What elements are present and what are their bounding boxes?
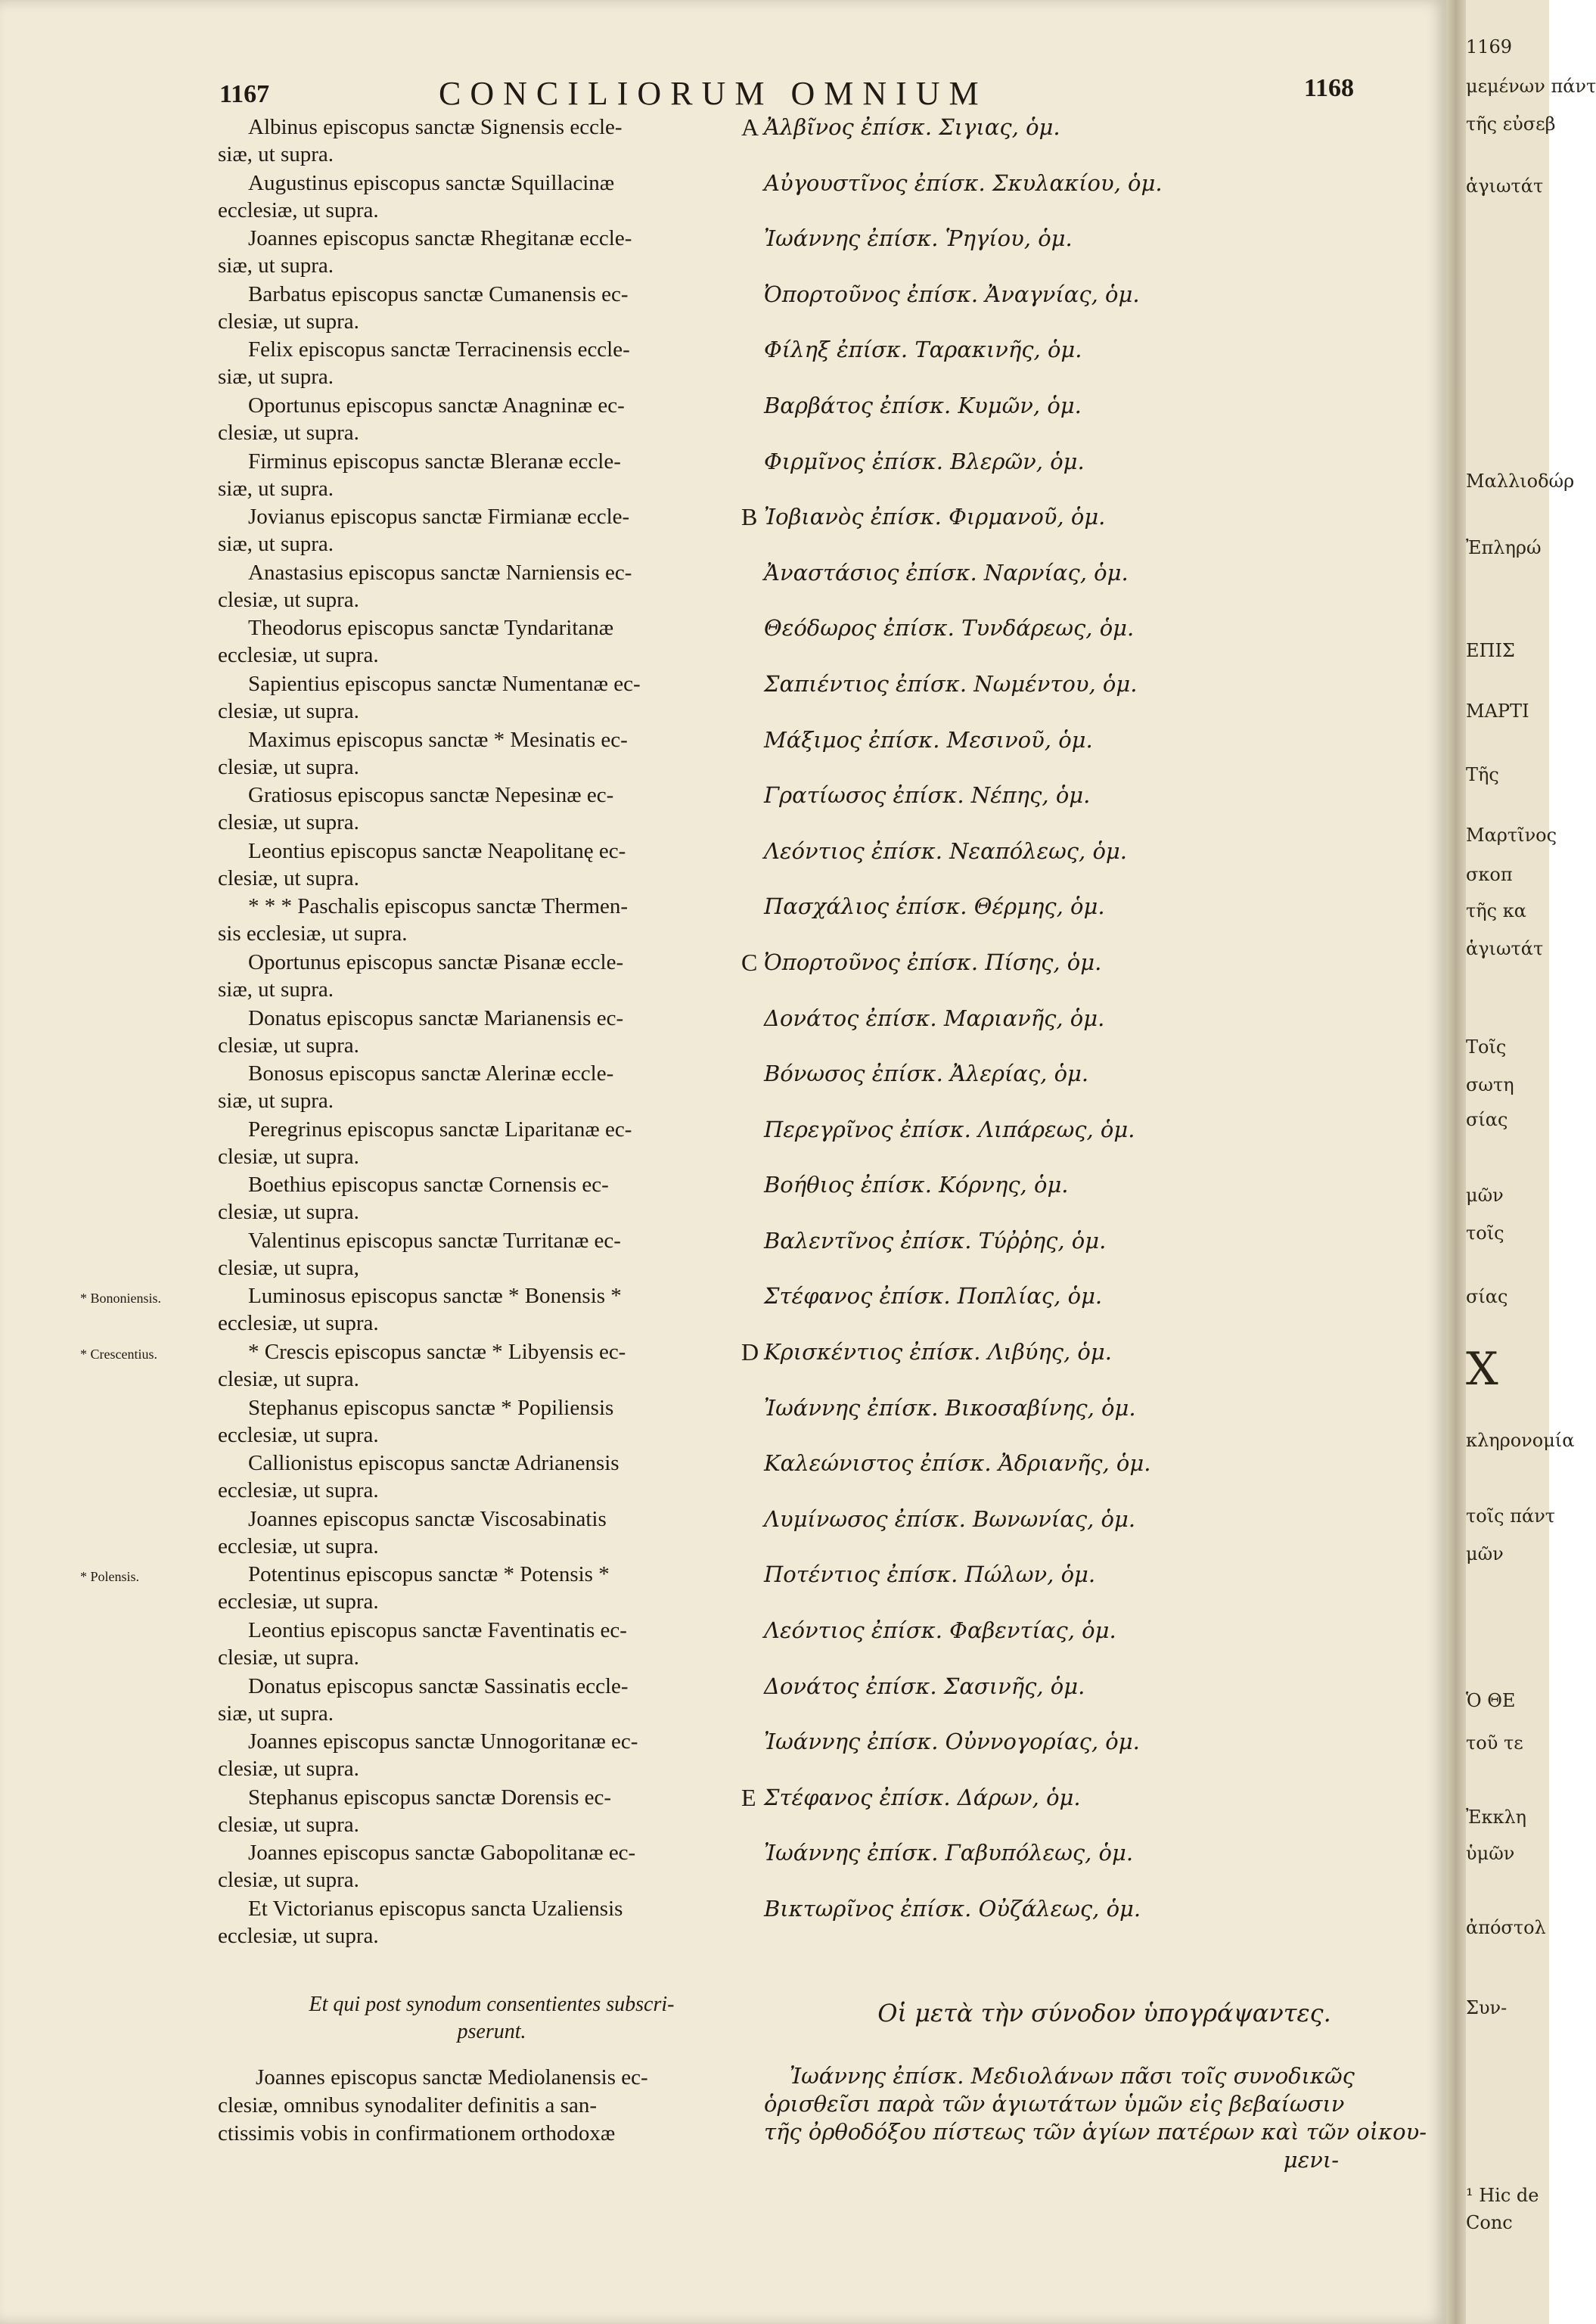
greek-subscription: Στέφανος ἐπίσκ. Δάρων, ὁμ. xyxy=(764,1784,1081,1810)
latin-line: clesiæ, ut supra. xyxy=(218,1757,359,1782)
latin-line: ecclesiæ, ut supra. xyxy=(218,1478,379,1503)
greek-subscription: Ἰωάννης ἐπίσκ. Γαβυπόλεως, ὁμ. xyxy=(764,1840,1134,1866)
adjacent-page-fragment: ΜΑΡΤΙ xyxy=(1466,701,1529,722)
latin-line: Peregrinus episcopus sanctæ Liparitanæ ec- xyxy=(248,1117,632,1142)
greek-subscription: Ἀλβῖνος ἐπίσκ. Σιγιας, ὁμ. xyxy=(764,114,1060,140)
subscription-entry xyxy=(0,169,1446,225)
latin-line: Jovianus episcopus sanctæ Firmianæ eccle- xyxy=(248,505,630,530)
latin-subscription xyxy=(218,1728,755,1782)
subscription-entry xyxy=(0,670,1446,726)
greek-subscription: Δονάτος ἐπίσκ. Σασινῆς, ὁμ. xyxy=(764,1673,1085,1699)
greek-subscription: Ἰοβιανὸς ἐπίσκ. Φιρμανοῦ, ὁμ. xyxy=(764,504,1106,530)
latin-line: Joannes episcopus sanctæ Mediolanensis ec- xyxy=(256,2065,648,2089)
greek-subscription: Φιρμῖνος ἐπίσκ. Βλερῶν, ὁμ. xyxy=(764,448,1085,474)
latin-subscription xyxy=(218,837,755,892)
greek-subscription: Θεόδωρος ἐπίσκ. Τυνδάρεως, ὁμ. xyxy=(764,615,1135,642)
latin-line: ecclesiæ, ut supra. xyxy=(218,1533,379,1558)
greek-subscription: Ἀναστάσιος ἐπίσκ. Ναρνίας, ὁμ. xyxy=(764,559,1129,586)
greek-subscription: Ἰωάννης ἐπίσκ. Βικοσαβίνης, ὁμ. xyxy=(764,1394,1136,1421)
greek-subscription: Βοήθιος ἐπίσκ. Κόρνης, ὁμ. xyxy=(764,1172,1069,1198)
adjacent-page-fragment: ¹ Hic de xyxy=(1466,2185,1539,2206)
page-number-left: 1167 xyxy=(219,80,270,108)
latin-subscription xyxy=(218,225,755,279)
adjacent-page-fragment: Conc xyxy=(1466,2212,1513,2233)
latin-line: Callionistus episcopus sanctæ Adrianensis xyxy=(248,1451,619,1476)
adjacent-page-fragment: σκοπ xyxy=(1466,864,1513,885)
greek-subscription: Αὐγουστῖνος ἐπίσκ. Σκυλακίου, ὁμ. xyxy=(764,169,1163,196)
latin-line: Joannes episcopus sanctæ Unnogoritanæ ec- xyxy=(248,1729,638,1754)
section-letter: B xyxy=(741,503,758,531)
latin-subscription xyxy=(218,1505,755,1560)
greek-subscription: Πασχάλιος ἐπίσκ. Θέρμης, ὁμ. xyxy=(764,893,1105,920)
greek-subscription: Ἰωάννης ἐπίσκ. Οὐννογορίας, ὁμ. xyxy=(764,1729,1140,1755)
greek-subheading: Οἱ μετὰ τὴν σύνοδον ὑπογράψαντες. xyxy=(877,1999,1331,2027)
adjacent-page-fragment: σωτη xyxy=(1466,1074,1514,1095)
latin-line: ctissimis vobis in confirmationem orthodoxæ xyxy=(218,2121,616,2145)
latin-subscription xyxy=(218,448,755,502)
latin-line: clesiæ, ut supra. xyxy=(218,1812,359,1837)
latin-line: Gratiosus episcopus sanctæ Nepesinæ ec- xyxy=(248,783,614,808)
adjacent-page-fragment: Συν- xyxy=(1466,1997,1508,2018)
greek-subscription: Ἰωάννης ἐπίσκ. Ῥηγίου, ὁμ. xyxy=(764,225,1073,252)
latin-subscription xyxy=(218,1227,755,1282)
subscription-entry xyxy=(0,1116,1446,1172)
greek-subscription: Δονάτος ἐπίσκ. Μαριανῆς, ὁμ. xyxy=(764,1005,1105,1031)
subscription-entry xyxy=(0,392,1446,448)
latin-line: Theodorus episcopus sanctæ Tyndaritanæ xyxy=(248,616,614,641)
greek-subscription: Γρατίωσος ἐπίσκ. Νέπης, ὁμ. xyxy=(764,782,1091,809)
greek-subscription: Ποτέντιος ἐπίσκ. Πώλων, ὁμ. xyxy=(764,1561,1096,1588)
latin-line: Anastasius episcopus sanctæ Narniensis ec- xyxy=(248,560,632,585)
latin-line: clesiæ, ut supra. xyxy=(218,810,359,835)
latin-line: ecclesiæ, ut supra. xyxy=(218,1311,379,1336)
latin-subscription xyxy=(218,1839,755,1894)
margin-note: * Crescentius. xyxy=(80,1347,157,1362)
latin-subscription xyxy=(218,1005,755,1059)
latin-subscription xyxy=(218,1394,755,1449)
latin-line: Stephanus episcopus sanctæ * Popiliensis xyxy=(248,1395,614,1420)
latin-line: Joannes episcopus sanctæ Gabopolitanæ ec- xyxy=(248,1841,636,1866)
latin-line: Oportunus episcopus sanctæ Pisanæ eccle- xyxy=(248,949,624,974)
latin-subscription xyxy=(218,1673,755,1727)
latin-line: ecclesiæ, ut supra. xyxy=(218,1589,379,1614)
latin-line: Valentinus episcopus sanctæ Turritanæ ec- xyxy=(248,1228,621,1253)
subscription-entry xyxy=(0,281,1446,337)
subscription-entry xyxy=(0,1227,1446,1283)
greek-subscription: Βαρβάτος ἐπίσκ. Κυμῶν, ὁμ. xyxy=(764,392,1082,418)
greek-subscription: Λεόντιος ἐπίσκ. Φαβεντίας, ὁμ. xyxy=(764,1617,1116,1644)
adjacent-page-fragment: τῆς κα xyxy=(1466,900,1526,921)
adjacent-page-fragment: ἁγιωτάτ xyxy=(1466,938,1544,959)
adjacent-page-fragment: σίας xyxy=(1466,1109,1508,1130)
latin-line: Barbatus episcopus sanctæ Cumanensis ec- xyxy=(248,281,629,306)
adjacent-page-fragment: σίας xyxy=(1466,1286,1508,1307)
subscription-entry xyxy=(0,1839,1446,1895)
adjacent-page-fragment: Ἐπληρώ xyxy=(1466,537,1542,558)
adjacent-page-fragment: κληρονομία xyxy=(1466,1430,1575,1451)
latin-line: ecclesiæ, ut supra. xyxy=(218,1924,379,1948)
subscription-entry xyxy=(0,1505,1446,1561)
adjacent-page-fragment: 1169 xyxy=(1466,36,1513,57)
latin-line: clesiæ, ut supra, xyxy=(218,1255,359,1280)
latin-line: Joannes episcopus sanctæ Rhegitanæ eccle- xyxy=(248,226,632,251)
latin-subscription xyxy=(218,392,755,446)
latin-line: * Crescis episcopus sanctæ * Libyensis ec- xyxy=(248,1340,626,1365)
latin-line: Bonosus episcopus sanctæ Alerinæ eccle- xyxy=(248,1061,614,1086)
latin-line: Joannes episcopus sanctæ Viscosabinatis xyxy=(248,1506,607,1531)
subscription-entry xyxy=(0,614,1446,670)
subscription-entry xyxy=(0,225,1446,281)
latin-line: Sapientius episcopus sanctæ Numentanæ ec- xyxy=(248,671,641,696)
latin-line: Boethius episcopus sanctæ Cornensis ec- xyxy=(248,1173,609,1198)
greek-line: τῆς ὀρθοδόξου πίστεως τῶν ἁγίων πατέρων καὶ τῶν οἰκου- xyxy=(764,2119,1427,2145)
adjacent-page-fragment: ὑμῶν xyxy=(1466,1843,1515,1864)
latin-line: Donatus episcopus sanctæ Marianensis ec- xyxy=(248,1005,624,1030)
adjacent-page-fragment: τῆς εὐσεβ xyxy=(1466,113,1556,135)
latin-line: Albinus episcopus sanctæ Signensis eccle- xyxy=(248,115,623,139)
latin-subscription xyxy=(218,726,755,781)
page-number-right: 1168 xyxy=(1303,74,1354,102)
latin-line: Oportunus episcopus sanctæ Anagninæ ec- xyxy=(248,393,625,418)
latin-subscription xyxy=(218,1895,755,1950)
latin-line: Felix episcopus sanctæ Terracinensis eccle- xyxy=(248,337,630,362)
subscription-list xyxy=(0,113,1446,1951)
greek-subscription: Περεγρῖνος ἐπίσκ. Λιπάρεως, ὁμ. xyxy=(764,1116,1135,1142)
greek-subscription: Καλεώνιστος ἐπίσκ. Ἀδριανῆς, ὁμ. xyxy=(764,1450,1151,1477)
latin-line: siæ, ut supra. xyxy=(218,1089,334,1114)
subscription-entry xyxy=(0,448,1446,504)
latin-line: Leontius episcopus sanctæ Faventinatis ec- xyxy=(248,1618,627,1643)
subscription-entry xyxy=(0,559,1446,615)
subscription-entry xyxy=(0,1005,1446,1061)
subscription-entry xyxy=(0,893,1446,949)
latin-subheading xyxy=(250,1991,734,2046)
margin-note: * Polensis. xyxy=(80,1569,140,1585)
latin-subscription xyxy=(218,281,755,335)
greek-subscription: Λυμίνωσος ἐπίσκ. Βωνωνίας, ὁμ. xyxy=(764,1505,1136,1532)
greek-subscription: Κρισκέντιος ἐπίσκ. Λιβύης, ὁμ. xyxy=(764,1339,1112,1366)
latin-line: Maximus episcopus sanctæ * Mesinatis ec- xyxy=(248,727,628,752)
subscription-entry xyxy=(0,1728,1446,1784)
greek-subscription: Βικτωρῖνος ἐπίσκ. Οὐζάλεως, ὁμ. xyxy=(764,1896,1141,1922)
latin-subscription xyxy=(218,1060,755,1114)
latin-subscription xyxy=(218,1449,755,1504)
subscription-entry xyxy=(0,949,1446,1005)
subscription-entry xyxy=(0,1338,1446,1394)
subscription-entry xyxy=(0,113,1446,169)
running-title: CONCILIORUM OMNIUM xyxy=(439,75,988,112)
latin-line: clesiæ, ut supra. xyxy=(218,865,359,890)
latin-subscription xyxy=(218,1561,755,1615)
subscription-entry xyxy=(0,837,1446,893)
latin-subheading-line: pserunt. xyxy=(457,2020,526,2043)
adjacent-page-fragment: ἀπόστολ xyxy=(1466,1917,1546,1938)
subscription-entry xyxy=(0,1561,1446,1617)
greek-subscription: Ὀπορτοῦνος ἐπίσκ. Πίσης, ὁμ. xyxy=(764,949,1102,975)
latin-line: ecclesiæ, ut supra. xyxy=(218,643,379,668)
greek-line: Ἰωάννης ἐπίσκ. Μεδιολάνων πᾶσι τοῖς συνοδικῶς xyxy=(790,2063,1355,2089)
subscription-entry xyxy=(0,1282,1446,1338)
latin-line: clesiæ, ut supra. xyxy=(218,754,359,779)
latin-subscription xyxy=(218,113,755,168)
section-letter: D xyxy=(741,1338,759,1366)
latin-subscription xyxy=(218,948,758,1003)
greek-subscription: Βόνωσος ἐπίσκ. Ἀλερίας, ὁμ. xyxy=(764,1061,1089,1087)
adjacent-page-fragment: τοῖς xyxy=(1466,1223,1504,1244)
greek-subscription: Βαλεντῖνος ἐπίσκ. Τύῤῥης, ὁμ. xyxy=(764,1227,1107,1254)
adjacent-page-edge xyxy=(1466,0,1596,2324)
subscription-entry xyxy=(0,1394,1446,1450)
adjacent-page-fragment: ΕΠΙΣ xyxy=(1466,640,1515,661)
latin-line: Potentinus episcopus sanctæ * Potensis * xyxy=(248,1562,610,1587)
latin-line: siæ, ut supra. xyxy=(218,253,334,278)
latin-line: clesiæ, ut supra. xyxy=(218,1868,359,1893)
subscription-entry xyxy=(0,503,1446,559)
latin-line: siæ, ut supra. xyxy=(218,977,334,1002)
latin-subscription xyxy=(218,559,755,614)
latin-subscription xyxy=(218,1171,755,1226)
latin-line: * * * Paschalis episcopus sanctæ Thermen- xyxy=(248,894,629,919)
greek-line: ὁρισθεῖσι παρὰ τῶν ἁγιωτάτων ὑμῶν εἰς βεβαίωσιν xyxy=(764,2091,1345,2117)
latin-line: clesiæ, ut supra. xyxy=(218,1200,359,1225)
adjacent-page-fragment: Μαρτῖνος xyxy=(1466,825,1557,846)
latin-line: clesiæ, ut supra. xyxy=(218,420,359,445)
latin-line: siæ, ut supra. xyxy=(218,1701,334,1726)
adjacent-page-fragment: τοῦ τε xyxy=(1466,1732,1523,1754)
subscription-entry xyxy=(0,726,1446,782)
section-letter: E xyxy=(741,1783,756,1811)
book-gutter xyxy=(1446,0,1466,2324)
latin-subscription xyxy=(218,169,755,224)
final-latin-entry xyxy=(218,2064,755,2148)
subscription-entry xyxy=(0,1673,1446,1729)
latin-line: clesiæ, ut supra. xyxy=(218,1144,359,1169)
subscription-entry xyxy=(0,1895,1446,1951)
subscription-entry xyxy=(0,781,1446,837)
latin-subscription xyxy=(218,503,758,558)
adjacent-page-fragment: μεμένων πάντ xyxy=(1466,76,1596,97)
latin-subscription xyxy=(218,670,755,725)
section-letter: C xyxy=(741,948,758,976)
latin-line: clesiæ, ut supra. xyxy=(218,309,359,334)
greek-subscription: Μάξιμος ἐπίσκ. Μεσινοῦ, ὁμ. xyxy=(764,726,1093,753)
latin-line: ecclesiæ, ut supra. xyxy=(218,197,379,222)
greek-subscription: Λεόντιος ἐπίσκ. Νεαπόλεως, ὁμ. xyxy=(764,837,1128,864)
latin-line: clesiæ, ut supra. xyxy=(218,1033,359,1058)
latin-subscription xyxy=(218,1617,755,1671)
latin-line: clesiæ, ut supra. xyxy=(218,587,359,612)
latin-line: clesiæ, ut supra. xyxy=(218,698,359,723)
subscription-entry xyxy=(0,1060,1446,1116)
latin-line: clesiæ, ut supra. xyxy=(218,1645,359,1670)
latin-line: Donatus episcopus sanctæ Sassinatis eccle- xyxy=(248,1673,629,1698)
subscription-entry xyxy=(0,336,1446,392)
latin-line: Luminosus episcopus sanctæ * Bonensis * xyxy=(248,1284,622,1309)
adjacent-page-fragment: τοῖς πάντ xyxy=(1466,1505,1556,1527)
latin-line: Et Victorianus episcopus sancta Uzaliensis xyxy=(248,1897,623,1921)
subscription-entry xyxy=(0,1617,1446,1673)
greek-subscription: Σαπιέντιος ἐπίσκ. Νωμέντου, ὁμ. xyxy=(764,670,1138,697)
adjacent-page-fragment: Χ xyxy=(1466,1343,1498,1396)
latin-subscription xyxy=(218,1338,755,1393)
latin-subscription xyxy=(218,781,755,836)
latin-line: Firminus episcopus sanctæ Bleranæ eccle- xyxy=(248,449,621,474)
latin-line: Leontius episcopus sanctæ Neapolitanę ec- xyxy=(248,838,626,863)
latin-subscription xyxy=(218,1116,755,1170)
latin-line: Augustinus episcopus sanctæ Squillacinæ xyxy=(248,170,615,195)
latin-line: Stephanus episcopus sanctæ Dorensis ec- xyxy=(248,1785,612,1810)
subscription-entry xyxy=(0,1449,1446,1505)
adjacent-page-fragment: Τοῖς xyxy=(1466,1036,1507,1058)
greek-subscription: Ὀπορτοῦνος ἐπίσκ. Ἀναγνίας, ὁμ. xyxy=(764,281,1140,307)
latin-line: clesiæ, omnibus synodaliter definitis a san- xyxy=(218,2093,597,2117)
latin-line: sis ecclesiæ, ut supra. xyxy=(218,921,408,946)
subscription-entry xyxy=(0,1784,1446,1840)
latin-line: ecclesiæ, ut supra. xyxy=(218,1422,379,1447)
adjacent-page-fragment: Ἐκκλη xyxy=(1466,1807,1527,1828)
adjacent-page-fragment: μῶν xyxy=(1466,1543,1504,1564)
latin-line: siæ, ut supra. xyxy=(218,532,334,557)
latin-line: siæ, ut supra. xyxy=(218,365,334,390)
latin-subscription xyxy=(218,614,755,669)
subscription-entry xyxy=(0,1171,1446,1227)
adjacent-page-fragment: Ὁ ΘΕ xyxy=(1466,1690,1516,1711)
latin-subscription xyxy=(218,1282,755,1337)
latin-subscription xyxy=(218,336,755,390)
greek-subscription: Φίληξ ἐπίσκ. Ταρακινῆς, ὁμ. xyxy=(764,337,1082,363)
adjacent-page-fragment: μῶν xyxy=(1466,1185,1504,1206)
latin-line: clesiæ, ut supra. xyxy=(218,1367,359,1392)
adjacent-page-fragment: Τῆς xyxy=(1466,764,1499,785)
margin-note: * Bononiensis. xyxy=(80,1291,162,1306)
page-header xyxy=(219,74,1354,120)
greek-subscription: Στέφανος ἐπίσκ. Ποπλίας, ὁμ. xyxy=(764,1283,1103,1310)
latin-subscription xyxy=(218,893,755,947)
latin-subheading-line: Et qui post synodum consentientes subscri- xyxy=(309,1993,675,2016)
adjacent-page-fragment: ἁγιωτάτ xyxy=(1466,176,1544,197)
latin-line: siæ, ut supra. xyxy=(218,476,334,501)
section-letter: A xyxy=(741,113,759,141)
latin-subscription xyxy=(218,1784,755,1838)
adjacent-page-fragment: Μαλλιοδώρ xyxy=(1466,471,1575,492)
latin-line: siæ, ut supra. xyxy=(218,142,334,166)
greek-line: μενι- xyxy=(1283,2147,1339,2173)
final-greek-entry xyxy=(764,2062,1427,2174)
